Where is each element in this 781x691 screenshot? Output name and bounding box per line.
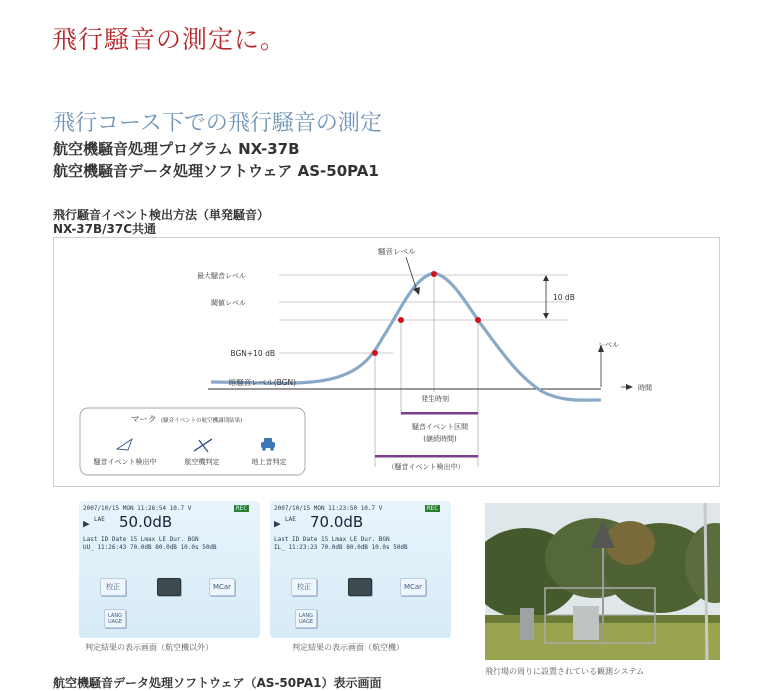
occurrence-time-label: 発生時刻 xyxy=(421,395,449,403)
table-values: UU_ 11:26:43 70.0dB 80.0dB 10.0s 50dB xyxy=(83,544,217,551)
program-name-as50pa1: 航空機騒音データ処理ソフトウェア AS-50PA1 xyxy=(53,162,379,180)
language-button[interactable]: LANG UAGE xyxy=(295,609,317,628)
diagram-subtitle: NX-37B/37C共通 xyxy=(53,222,157,236)
ten-db-arrow-up xyxy=(543,275,549,281)
threshold-label: 閾値レベル xyxy=(211,299,246,307)
program-name-nx37b: 航空機騒音処理プログラム NX-37B xyxy=(53,140,300,158)
level-readout: 50.0dB xyxy=(119,513,173,531)
screen-header: 2007/10/15 MON 11:23:50 10.7 V xyxy=(274,505,383,512)
peak-marker xyxy=(431,271,437,277)
threshold-end-marker xyxy=(475,317,481,323)
mark-item-detecting: 騒音イベント検出中 xyxy=(93,458,157,466)
level-readout: 70.0dB xyxy=(310,513,364,531)
noise-level-label: 騒音レベル xyxy=(378,247,416,256)
background-label: 暗騒音レベル(BGN) xyxy=(228,378,296,387)
display-screen-aircraft xyxy=(270,501,451,638)
table-headers: Last ID Date 15 Lmax LE Dur. BGN xyxy=(274,536,390,543)
ten-db-arrow-down xyxy=(543,313,549,319)
table-headers: Last ID Date 15 Lmax LE Dur. BGN xyxy=(83,536,199,543)
event-interval-bar xyxy=(401,412,478,415)
noise-level-pointer xyxy=(406,257,417,291)
event-interval-label: 騒音イベント区間 xyxy=(412,423,468,431)
threshold-start-marker xyxy=(398,317,404,323)
time-axis-label: 時間 xyxy=(638,384,652,392)
observation-system-photo xyxy=(485,503,720,660)
bgn10-label: BGN+10 dB xyxy=(230,349,275,358)
level-axis-label: レベル xyxy=(598,341,619,349)
mcar-button[interactable]: MCar xyxy=(209,578,235,596)
play-icon: ▶ xyxy=(83,517,90,530)
event-detecting-bar xyxy=(375,455,478,458)
lae-label: LAE xyxy=(94,516,105,523)
screen1-caption: 判定結果の表示画面（航空機以外） xyxy=(85,643,213,652)
judgement-button[interactable] xyxy=(157,578,181,596)
event-detecting-label: （騒音イベント検出中） xyxy=(387,463,465,471)
language-button[interactable]: LANG UAGE xyxy=(104,609,126,628)
noise-event-diagram xyxy=(53,237,720,487)
section-title: 飛行コース下での飛行騒音の測定 xyxy=(53,111,382,136)
page-title: 飛行騒音の測定に。 xyxy=(52,25,287,54)
table-values: IL_ 11:23:23 70.0dB 80.0dB 10.0s 50dB xyxy=(274,544,408,551)
bgn10-marker xyxy=(372,350,378,356)
event-duration-label: (継続時間) xyxy=(423,435,457,443)
mcar-button[interactable]: MCar xyxy=(400,578,426,596)
screen-header: 2007/10/15 MON 11:26:54 10.7 V xyxy=(83,505,192,512)
screen2-caption: 判定結果の表示画面（航空機） xyxy=(292,643,404,652)
mark-legend-note: (騒音イベントの航空機識別結果) xyxy=(161,418,243,424)
max-level-label: 最大騒音レベル xyxy=(197,272,246,280)
mark-item-ground: 地上音判定 xyxy=(251,458,287,466)
rec-indicator: REC xyxy=(236,505,247,512)
calibrate-button[interactable]: 校正 xyxy=(291,578,317,596)
rec-indicator: REC xyxy=(427,505,438,512)
ten-db-label: 10 dB xyxy=(553,293,575,302)
diagram-title: 飛行騒音イベント検出方法（単発騒音） xyxy=(53,208,270,222)
mark-item-aircraft: 航空機判定 xyxy=(184,458,220,466)
play-icon: ▶ xyxy=(274,517,281,530)
software-display-title: 航空機騒音データ処理ソフトウェア（AS-50PA1）表示画面 xyxy=(53,676,382,690)
judgement-button[interactable] xyxy=(348,578,372,596)
lae-label: LAE xyxy=(285,516,296,523)
calibrate-button[interactable]: 校正 xyxy=(100,578,126,596)
display-screen-non-aircraft xyxy=(79,501,260,638)
photo-caption: 飛行場の周りに設置されている観測システム xyxy=(485,667,645,676)
mark-legend-title: マーク xyxy=(131,415,157,425)
time-axis-arrowhead xyxy=(626,384,633,390)
